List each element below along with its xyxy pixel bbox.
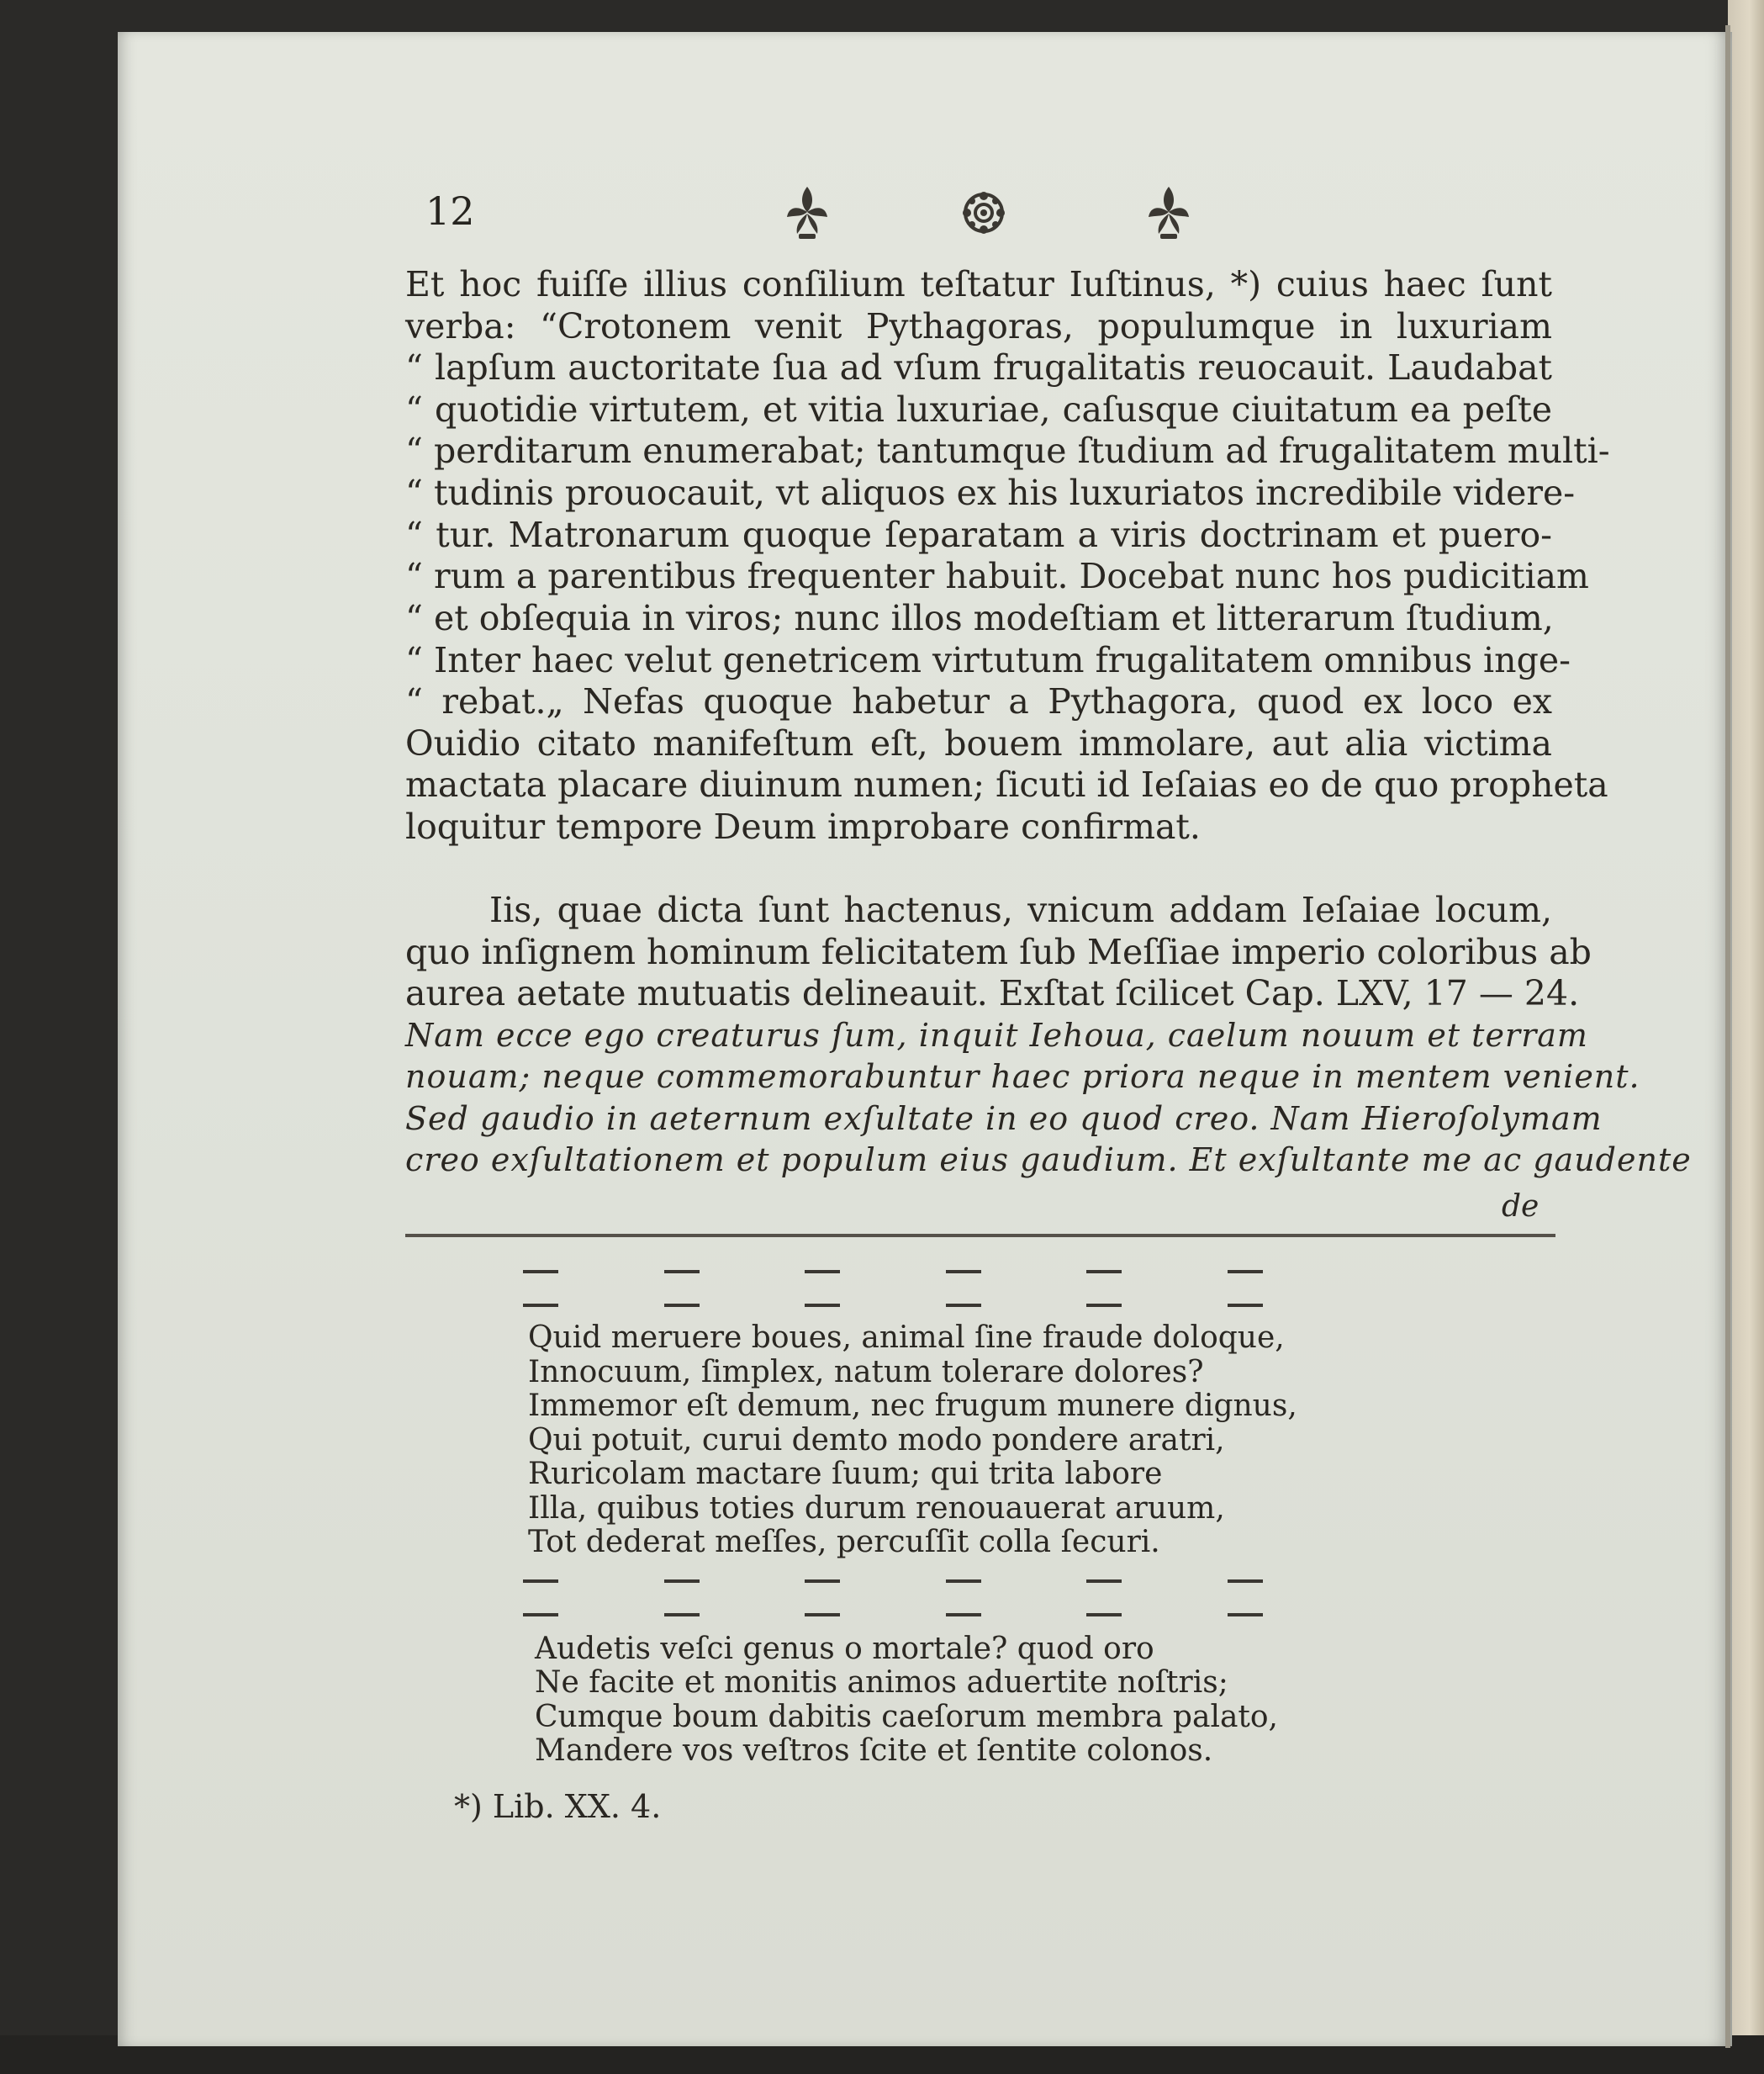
footnote-separator-rule	[405, 1234, 1555, 1237]
ellipsis-dash-row	[523, 1613, 1263, 1618]
italic-quotation-line: nouam; neque commemorabuntur haec priora neque in mentem venient.	[405, 1058, 1640, 1095]
verse-line: Immemor eſt demum, nec frugum munere dignus,	[528, 1389, 1297, 1423]
body-text-line: Iis, quae dicta ſunt hactenus, vnicum addam Ieſaiae locum,	[489, 890, 1552, 930]
body-text-line: loquitur tempore Deum improbare confirmat.	[405, 807, 1201, 847]
body-text-line: “ rebat.„ Nefas quoque habetur a Pythagora, quod ex loco ex	[405, 681, 1552, 722]
ellipsis-dash-row	[523, 1270, 1263, 1275]
body-text-line: “ Inter haec velut genetricem virtutum frugalitatem omnibus inge-	[405, 640, 1571, 680]
verse-line: Tot dederat meſſes, percuſſit colla ſecuri.	[528, 1525, 1160, 1559]
footnote-reference: *) Lib. XX. 4.	[454, 1788, 662, 1825]
body-text-line: Ouidio citato manifeſtum eſt, bouem immolare, aut alia victima	[405, 723, 1552, 764]
body-text-line: mactata placare diuinum numen; ſicuti id Ieſaias eo de quo propheta	[405, 765, 1608, 805]
body-text-line: aurea aetate mutuatis delineauit. Exſtat ſcilicet Cap. LXV, 17 — 24.	[405, 973, 1580, 1013]
ellipsis-dash-row	[523, 1579, 1263, 1585]
italic-quotation-line: Nam ecce ego creaturus ſum, inquit Iehoua, caelum nouum et terram	[405, 1017, 1588, 1054]
scan-background-right	[1728, 0, 1764, 2074]
page-edge-shadow	[1725, 25, 1730, 2048]
body-text-line: “ et obſequia in viros; nunc illos modeſtiam et litterarum ſtudium,	[405, 598, 1554, 638]
verse-line: Ruricolam mactare ſuum; qui trita labore	[528, 1457, 1163, 1491]
italic-quotation-line: creo exſultationem et populum eius gaudium. Et exſultante me ac gaudente	[405, 1141, 1692, 1178]
verse-line: Cumque boum dabitis caeſorum membra palato,	[535, 1700, 1279, 1734]
ellipsis-dash-row	[523, 1304, 1263, 1309]
body-text-line: “ lapſum auctoritate ſua ad vſum frugalitatis reuocauit. Laudabat	[405, 347, 1552, 388]
body-text-line: “ tur. Matronarum quoque ſeparatam a viris doctrinam et puero-	[405, 515, 1552, 555]
verse-line: Mandere vos veſtros ſcite et ſentite colonos.	[535, 1733, 1213, 1768]
body-text-line: verba: “Crotonem venit Pythagoras, populumque in luxuriam	[405, 306, 1552, 347]
rosette-ornament-icon	[959, 183, 1009, 242]
body-text-line: “ perditarum enumerabat; tantumque ſtudium ad frugalitatem multi-	[405, 431, 1610, 471]
verse-line: Quid meruere boues, animal ſine fraude doloque,	[528, 1320, 1285, 1355]
verse-line: Innocuum, ſimplex, natum tolerare dolores?	[528, 1355, 1204, 1389]
verse-line: Qui potuit, curui demto modo pondere aratri,	[528, 1423, 1225, 1458]
body-text-line: “ quotidie virtutem, et vitia luxuriae, caſusque ciuitatum ea peſte	[405, 389, 1552, 430]
page-number: 12	[425, 188, 475, 234]
verse-line: Illa, quibus toties durum renouauerat aruum,	[528, 1491, 1225, 1526]
italic-quotation-line: Sed gaudio in aeternum exſultate in eo quod creo. Nam Hieroſolymam	[405, 1100, 1603, 1137]
body-text-line: “ tudinis prouocauit, vt aliquos ex his luxuriatos incredibile videre-	[405, 473, 1576, 513]
body-text-line: quo inſignem hominum felicitatem ſub Meſſiae imperio coloribus ab	[405, 932, 1592, 972]
verse-line: Ne facite et monitis animos aduertite noſtris;	[535, 1665, 1228, 1700]
catchword: de	[1502, 1189, 1540, 1224]
anthemion-ornament-icon	[782, 183, 832, 242]
body-text-line: Et hoc fuiſſe illius conſilium teſtatur Iuſtinus, *) cuius haec ſunt	[405, 264, 1552, 304]
verse-line: Audetis veſci genus o mortale? quod oro	[535, 1632, 1154, 1666]
body-text-line: “ rum a parentibus frequenter habuit. Docebat nunc hos pudicitiam	[405, 556, 1589, 596]
anthemion-ornament-icon	[1143, 183, 1194, 242]
